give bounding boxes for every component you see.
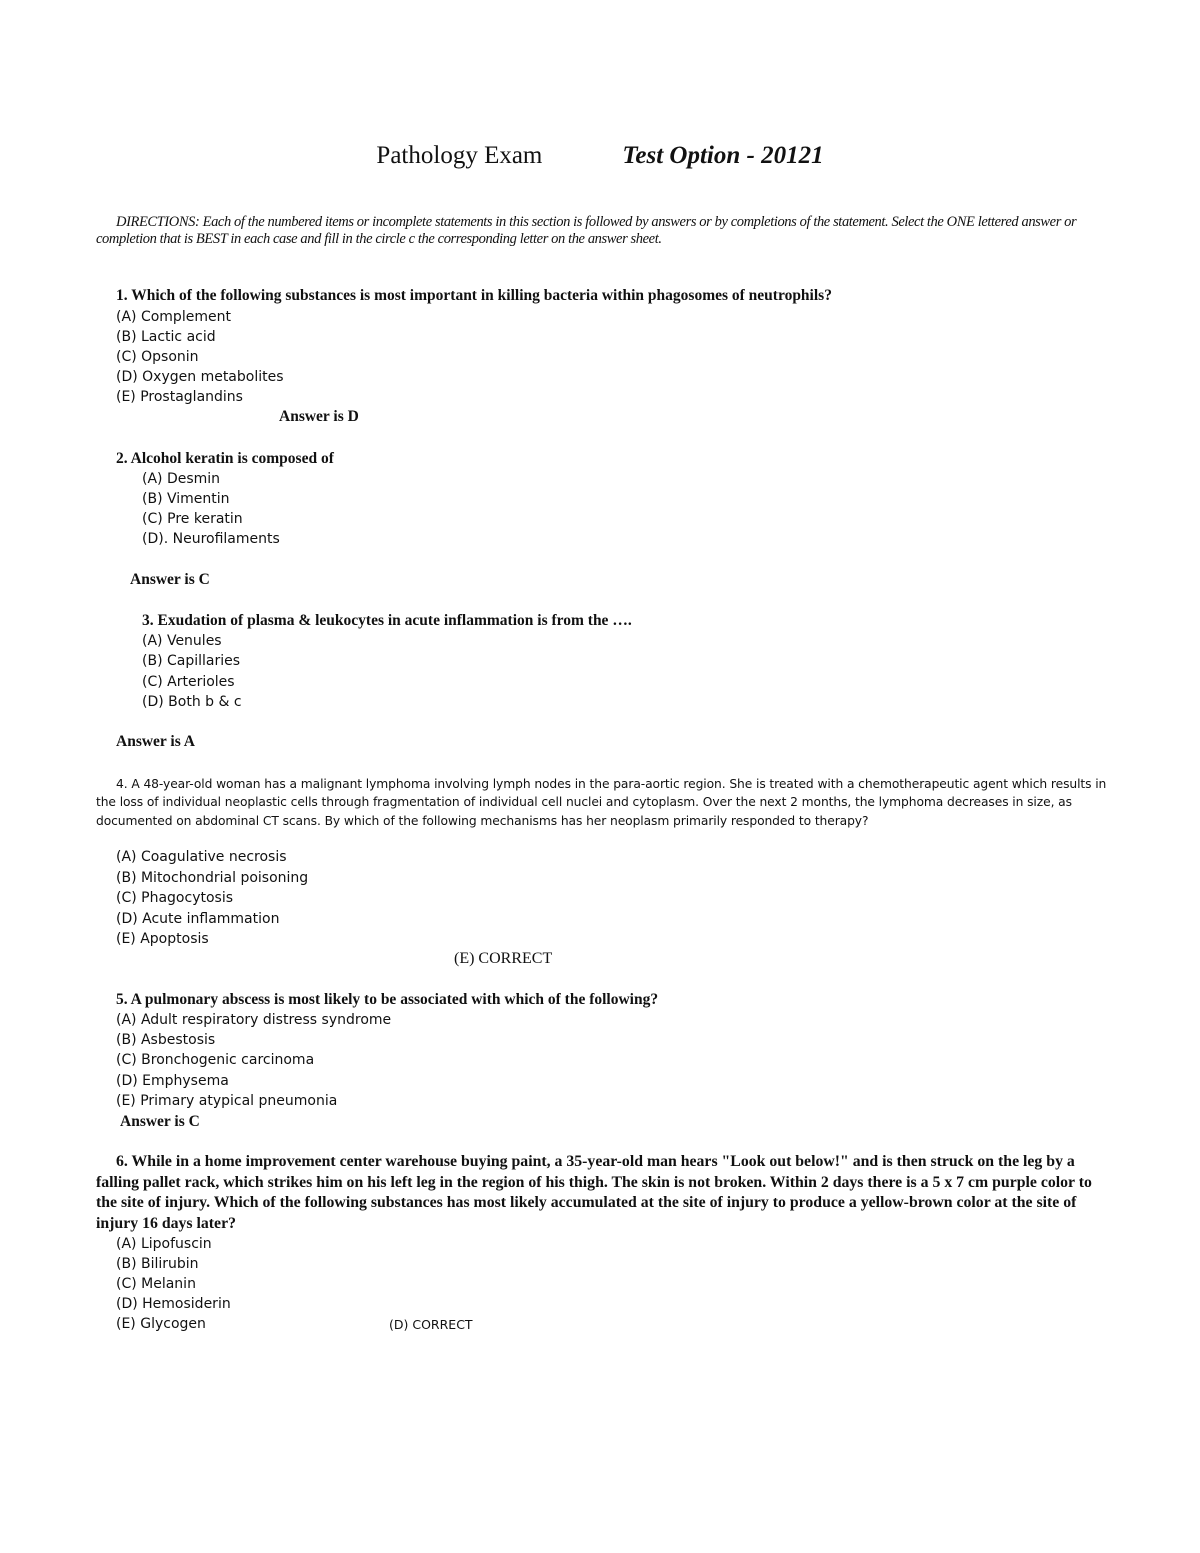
- question-4-option-e: (E) Apoptosis: [116, 931, 209, 947]
- question-1-option-c: (C) Opsonin: [116, 349, 199, 365]
- question-6-answer: (D) CORRECT: [389, 1317, 473, 1332]
- question-4-option-b: (B) Mitochondrial poisoning: [116, 870, 309, 886]
- question-2-option-d: (D). Neurofilaments: [142, 531, 280, 547]
- question-2-stem: 2. Alcohol keratin is composed of: [116, 450, 334, 467]
- question-2-answer: Answer is C: [130, 571, 210, 588]
- question-4-option-a: (A) Coagulative necrosis: [116, 849, 287, 865]
- question-3-stem: 3. Exudation of plasma & leukocytes in acute inflammation is from the ….: [142, 612, 632, 629]
- question-1-option-e: (E) Prostaglandins: [116, 389, 243, 405]
- question-6-option-e: (E) Glycogen: [116, 1316, 206, 1332]
- question-6-option-a: (A) Lipofuscin: [116, 1236, 212, 1252]
- question-2-option-b: (B) Vimentin: [142, 491, 230, 507]
- question-6-option-c: (C) Melanin: [116, 1276, 196, 1292]
- question-4-stem: 4. A 48-year-old woman has a malignant lymphoma involving lymph nodes in the para-aortic region. She is treated with a chemotherapeutic agent which results in the loss of individual neoplastic cells through fragmentation of individual cell nuclei and cytoplasm. Over the next 2 months, the lymphoma decreases in size, as documented on abdominal CT scans. By which of the following mechanisms has her neoplasm primarily responded to therapy?: [96, 777, 1107, 828]
- question-3-option-c: (C) Arterioles: [142, 674, 235, 690]
- question-1-option-d: (D) Oxygen metabolites: [116, 369, 284, 385]
- question-3-option-a: (A) Venules: [142, 633, 222, 649]
- question-5-stem: 5. A pulmonary abscess is most likely to be associated with which of the following?: [116, 991, 659, 1008]
- question-5-option-d: (D) Emphysema: [116, 1073, 229, 1089]
- question-6-stem: 6. While in a home improvement center warehouse buying paint, a 35-year-old man hears "Look out below!" and is then struck on the leg by a falling pallet rack, which strikes him on his left leg in the region of his thigh. The skin is not broken. Within 2 days there is a 5 x 7 cm purple color to the site of injury. Which of the following substances has most likely accumulated at the site of injury to produce a yellow-brown color at the site of injury 16 days later?: [96, 1153, 1092, 1232]
- question-5-option-e: (E) Primary atypical pneumonia: [116, 1093, 338, 1109]
- question-4-option-c: (C) Phagocytosis: [116, 890, 234, 906]
- question-1-option-b: (B) Lactic acid: [116, 329, 216, 345]
- question-5-option-b: (B) Asbestosis: [116, 1032, 216, 1048]
- question-4-answer: (E) CORRECT: [454, 950, 553, 967]
- question-1-stem: 1. Which of the following substances is most important in killing bacteria within phagosomes of neutrophils?: [116, 287, 832, 304]
- question-2-option-a: (A) Desmin: [142, 471, 221, 487]
- question-6-option-d: (D) Hemosiderin: [116, 1296, 231, 1312]
- page-title: [0, 142, 1200, 170]
- question-4-option-d: (D) Acute inflammation: [116, 911, 280, 927]
- question-5-option-c: (C) Bronchogenic carcinoma: [116, 1052, 315, 1068]
- question-3-option-d: (D) Both b & c: [142, 694, 242, 710]
- question-6-option-b: (B) Bilirubin: [116, 1256, 199, 1272]
- question-2-option-c: (C) Pre keratin: [142, 511, 243, 527]
- question-1-answer: Answer is D: [279, 408, 359, 425]
- question-3-answer: Answer is A: [116, 733, 195, 750]
- question-5-answer: Answer is C: [120, 1113, 200, 1130]
- question-3-option-b: (B) Capillaries: [142, 653, 241, 669]
- exam-title: Pathology Exam: [376, 142, 543, 169]
- question-5-option-a: (A) Adult respiratory distress syndrome: [116, 1012, 392, 1028]
- question-1-option-a: (A) Complement: [116, 309, 231, 325]
- directions-text: DIRECTIONS: Each of the numbered items or incomplete statements in this section is followed by answers or by completions of the statement. Select the ONE lettered answer or completion that is BEST in each case and fill in the circle c the corresponding letter on the answer sheet.: [96, 214, 1077, 247]
- test-option: Test Option - 20121: [622, 142, 824, 169]
